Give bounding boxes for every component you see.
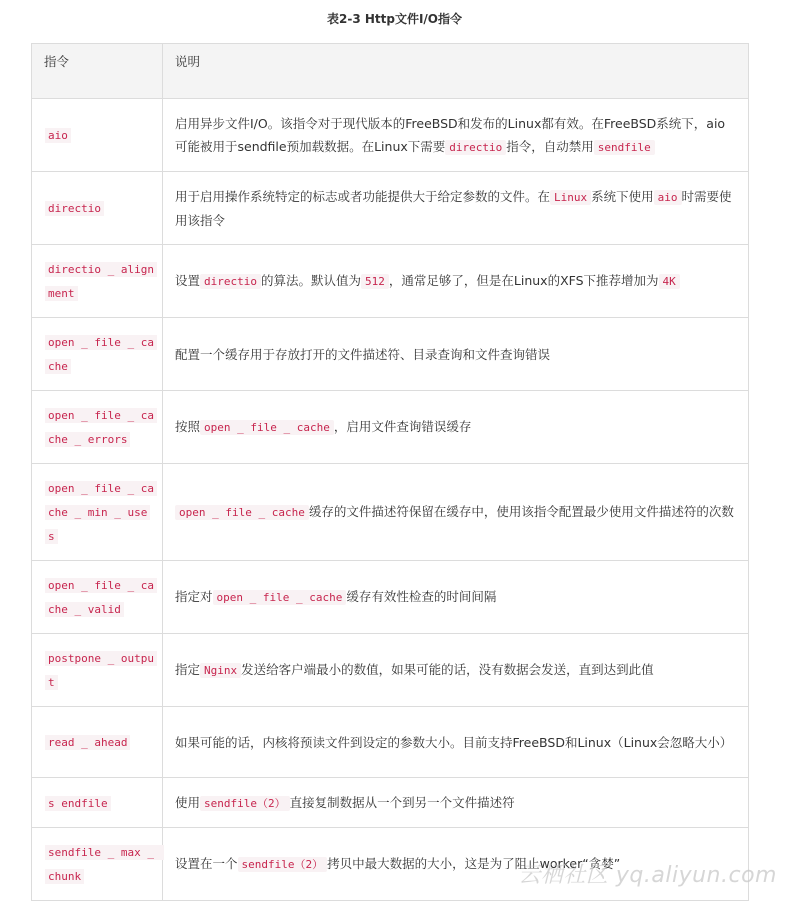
table-caption: 表2-3 Http文件I/O指令 — [326, 12, 462, 26]
description-text: 发送给客户端最小的数值，如果可能的话，没有数据会发送，直到达到此值 — [241, 662, 654, 677]
directive-cell — [32, 172, 163, 245]
description-text: ，启用文件查询错误缓存 — [333, 419, 472, 434]
table-header-row — [32, 44, 749, 99]
description-cell — [163, 99, 749, 172]
table-row — [32, 172, 749, 245]
table-row — [32, 634, 749, 707]
inline-code: 4K — [659, 274, 680, 289]
inline-code: aio — [654, 190, 682, 205]
description-text: 指令，自动禁用 — [506, 138, 594, 154]
directive-name: s endfile — [45, 796, 111, 811]
directive-cell — [32, 828, 163, 901]
table-row — [32, 245, 749, 318]
directive-name: directio — [45, 201, 104, 216]
description-text: 设置 — [175, 273, 201, 288]
description-cell — [163, 778, 749, 828]
directive-name: postpone _ output — [45, 651, 157, 690]
directive-name: open _ file _ cache — [45, 335, 157, 374]
table-row — [32, 318, 749, 391]
directive-cell — [32, 634, 163, 707]
description-text: 启用异步文件I/O。该指令对于现代版本的FreeBSD和发布的Linux都有效。在FreeBSD系统下，aio可能被用于sendfile预加载数据。在Linux下需要 — [175, 115, 726, 154]
description-text: ，通常足够了，但是在Linux的XFS下推荐增加为 — [388, 273, 659, 288]
directive-name: open _ file _ cache _ min _ uses — [45, 481, 157, 544]
description-text: 系统下使用 — [591, 188, 654, 204]
description-text: 指定对 — [175, 589, 213, 604]
directive-cell — [32, 245, 163, 318]
inline-code: sendfile — [594, 140, 655, 155]
inline-code: open _ file _ cache — [213, 590, 347, 605]
table-row — [32, 778, 749, 828]
header-description: 说明 — [163, 44, 749, 99]
directive-cell — [32, 99, 163, 172]
directive-cell — [32, 778, 163, 828]
description-text: 如果可能的话，内核将预读文件到设定的参数大小。目前支持FreeBSD和Linux（Linux会忽略大小） — [175, 734, 733, 750]
description-cell — [163, 634, 749, 707]
header-directive: 指令 — [32, 44, 163, 99]
description-text: 缓存有效性检查的时间间隔 — [346, 589, 497, 604]
directive-table — [31, 43, 749, 901]
description-cell — [163, 464, 749, 561]
description-text: 缓存的文件描述符保留在缓存中，使用该指令配置最少使用文件描述符的次数 — [308, 504, 734, 519]
description-text: 用于启用操作系统特定的标志或者功能提供大于给定参数的文件。在 — [175, 188, 551, 204]
description-cell — [163, 318, 749, 391]
inline-code: open _ file _ cache — [175, 505, 309, 520]
description-text: 设置在一个 — [175, 856, 238, 871]
table-body — [32, 99, 749, 901]
table-row — [32, 464, 749, 561]
description-text: 直接复制数据从一个到另一个文件描述符 — [289, 794, 515, 810]
table-row — [32, 99, 749, 172]
description-cell — [163, 561, 749, 634]
directive-name: sendfile _ max _ chunk — [45, 845, 164, 884]
directive-cell — [32, 561, 163, 634]
description-text: 配置一个缓存用于存放打开的文件描述符、目录查询和文件查询错误 — [175, 346, 551, 362]
table-row — [32, 561, 749, 634]
directive-cell — [32, 391, 163, 464]
inline-code: 512 — [361, 274, 389, 289]
directive-cell — [32, 464, 163, 561]
description-text: 的算法。默认值为 — [261, 273, 362, 288]
inline-code: sendfile（2） — [238, 857, 328, 872]
description-text: 时需要使用该指令 — [175, 188, 732, 228]
directive-name: open _ file _ cache _ valid — [45, 578, 157, 617]
description-cell — [163, 391, 749, 464]
directive-cell — [32, 318, 163, 391]
description-cell — [163, 245, 749, 318]
description-text: 按照 — [175, 419, 201, 434]
description-text: 拷贝中最大数据的大小，这是为了阻止worker“贪婪” — [327, 856, 621, 871]
directive-name: read _ ahead — [45, 735, 130, 750]
description-cell — [163, 707, 749, 778]
inline-code: directio — [200, 274, 261, 289]
inline-code: Nginx — [200, 663, 241, 678]
table-row — [32, 707, 749, 778]
inline-code: directio — [445, 140, 506, 155]
directive-cell — [32, 707, 163, 778]
directive-name: open _ file _ cache _ errors — [45, 408, 157, 447]
description-text: 使用 — [175, 794, 201, 810]
inline-code: open _ file _ cache — [200, 420, 334, 435]
directive-name: aio — [45, 128, 71, 143]
table-row — [32, 391, 749, 464]
directive-name: directio _ alignment — [45, 262, 157, 301]
watermark: 云栖社区 yq.aliyun.com — [518, 863, 777, 888]
description-text: 指定 — [175, 662, 201, 677]
inline-code: Linux — [550, 190, 591, 205]
description-cell — [163, 172, 749, 245]
inline-code: sendfile（2） — [200, 796, 290, 811]
